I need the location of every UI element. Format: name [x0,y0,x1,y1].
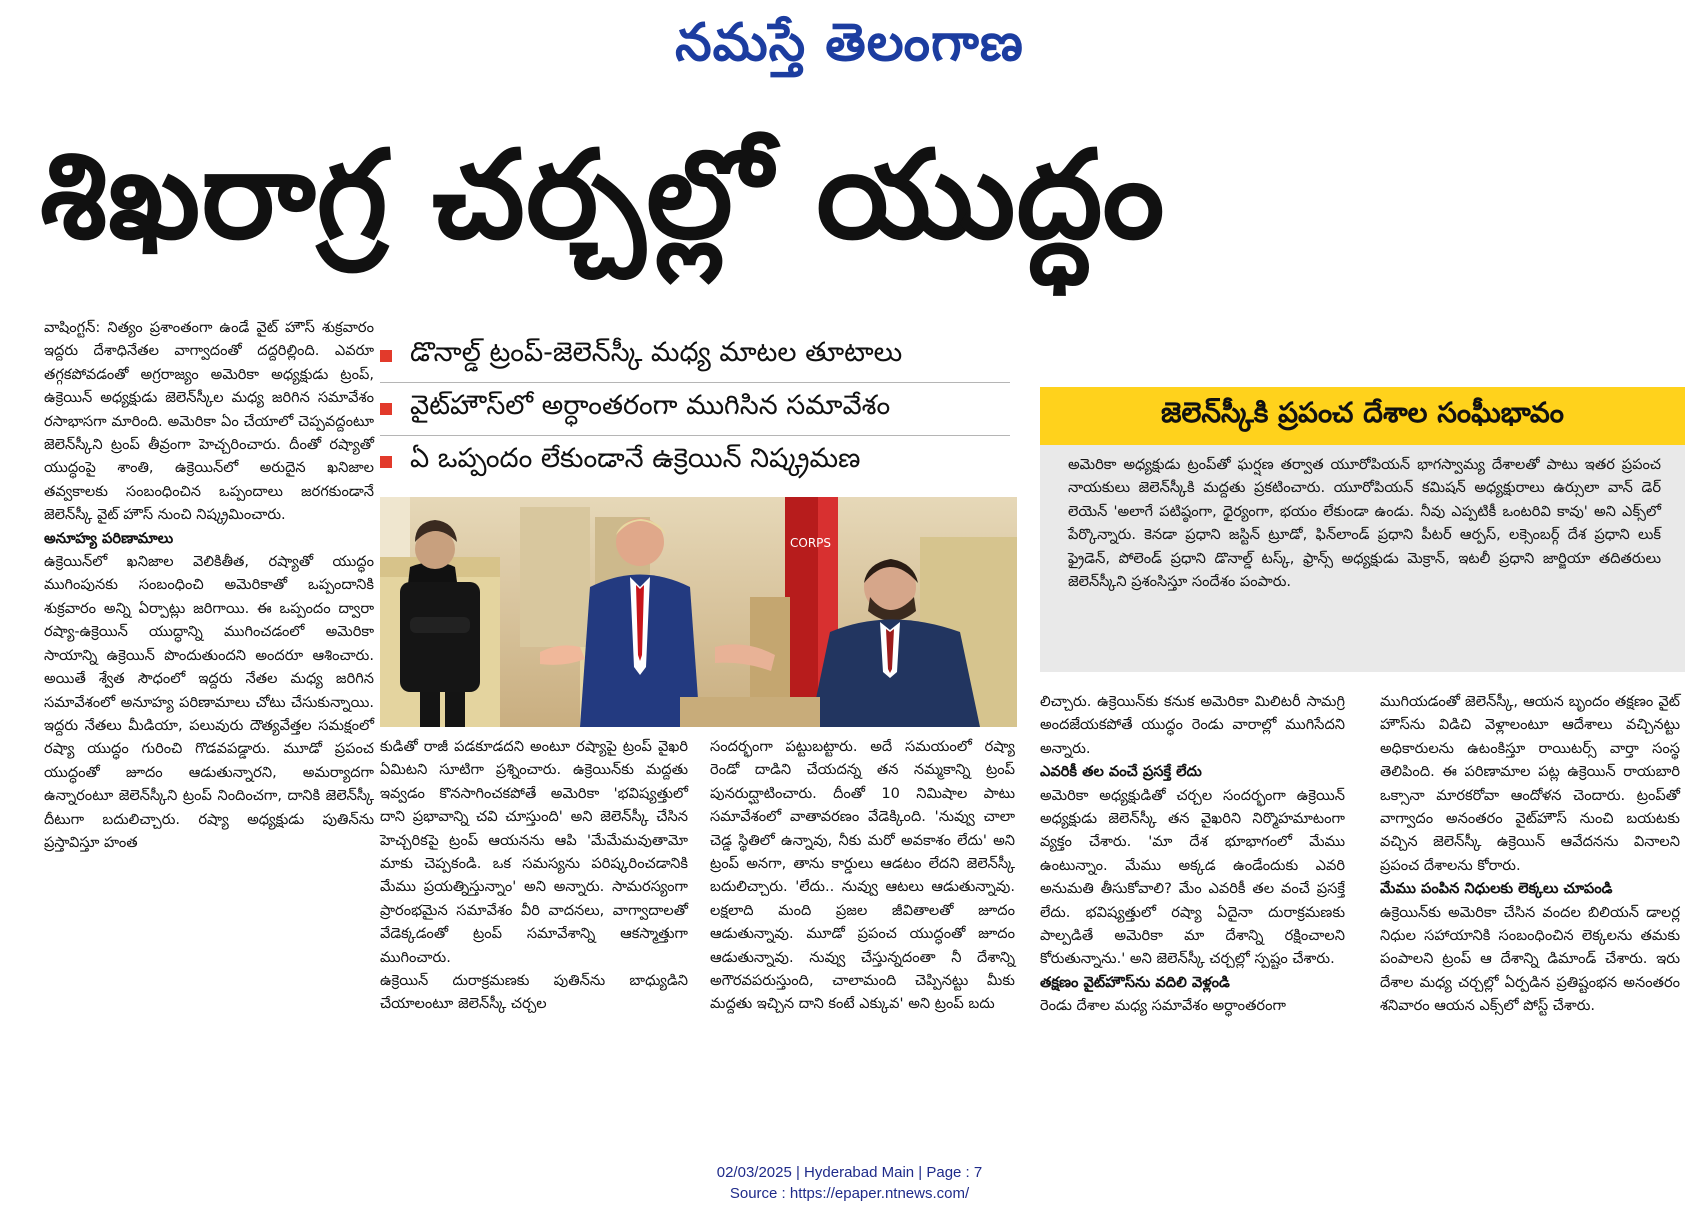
article-column-4 [1040,690,1345,1018]
article-intro: వాషింగ్టన్‌: నిత్యం ప్రశాంతంగా ఉండే వైట్‌ హౌస్‌ శుక్రవారం ఇద్దరు దేశాధినేతల వాగ్వాదంతో దద్దరిల్లింది. ఎవరూ తగ్గకపోవడంతో అగ్రరాజ్యం అమెరికా అధ్యక్షుడు ట్రంప్‌, ఉక్రెయిన్‌ అధ్యక్షుడు జెలెన్‌స్కీల మధ్య జరిగిన సమావేశం రసాభాసగా మారింది. అమెరికా ఏం చేయాలో చెప్పవద్దంటూ జెలెన్‌స్కీని ట్రంప్‌ తీవ్రంగా హెచ్చరించారు. దీంతో రష్యాతో యుద్ధంపై శాంతి, ఉక్రెయిన్‌లో అరుదైన ఖనిజాల తవ్వకాలకు సంబంధించిన ఒప్పందాలు జరగకుండానే జెలెన్‌స్కీ వైట్‌ హౌస్‌ నుంచి నిష్క్రమించారు. [44,319,374,524]
masthead-logo: నమస్తే తెలంగాణ [675,12,1024,73]
flag-text: CORPS [790,536,832,550]
article-paragraph: ఉక్రెయిన్‌కు అమెరికా చేసిన వందల బిలియన్‌ డాలర్ల నిధుల సహాయానికి సంబంధించిన లెక్కలను తమకు పంపాలని ట్రంప్‌ ఆ దేశాన్ని డిమాండ్‌ చేశారు. ఇరు దేశాల మధ్య చర్చల్లో ఏర్పడిన ప్రతిష్టంభన అనంతరం శనివారం ఆయన ఎక్స్‌లో పోస్ట్‌ చేశారు. [1380,903,1680,1015]
bullet-text: వైట్‌హౌస్‌లో అర్ధాంతరంగా ముగిసిన సమావేశం [410,390,891,421]
article-paragraph: ఉక్రెయిన్‌ దురాక్రమణకు పుతిన్‌ను బాధ్యుడిని చేయాలంటూ జెలెన్‌స్కీ చర్చల [380,972,688,1013]
bullet-item [380,330,1010,383]
news-photo [380,497,1017,727]
page-headline: శిఖరాగ్ర చర్చల్లో యుద్ధం [40,124,1166,266]
bullet-square-icon [380,350,392,362]
article-paragraph: కుడితో రాజీ పడకూడదని అంటూ రష్యాపై ట్రంప్‌ వైఖరి ఏమిటని సూటిగా ప్రశ్నించారు. ఉక్రెయిన్‌కు మద్దతు ఇవ్వడం కొనసాగించకపోతే అమెరికా 'భవిష్యత్తులో దాని ప్రభావాన్ని చవి చూస్తుంది' అని జెలెన్‌స్కీ చేసిన హెచ్చరికపై ట్రంప్‌ ఆయనను ఆపి 'మేమేమవుతామో మాకు చెప్పకండి. ఒక సమస్యను పరిష్కరించడానికి మేము ప్రయత్నిస్తున్నాం' అని అన్నారు. సామరస్యంగా ప్రారంభమైన సమావేశం వీరి వాదనలు, వాగ్వాదాలతో వేడెక్కడంతో ట్రంప్‌ సమావేశాన్ని ఆకస్మాత్తుగా ముగించారు. [380,738,688,966]
bullet-square-icon [380,403,392,415]
photo-illustration [380,497,1017,727]
source-link[interactable]: Source : https://epaper.ntnews.com/ [729,1185,970,1202]
edition-info: 02/03/2025 | Hyderabad Main | Page : 7 [716,1164,983,1181]
article-paragraph: ముగియడంతో జెలెన్‌స్కీ, ఆయన బృందం తక్షణం వైట్‌ హౌస్‌ను విడిచి వెళ్లాలంటూ ఆదేశాలు వచ్చినట్టు అధికారులను ఉటంకిస్తూ రాయిటర్స్‌ వార్తా సంస్థ తెలిపింది. ఈ పరిణామాల పట్ల ఉక్రెయిన్‌ రాయబారి ఒక్సానా మారకరోవా ఆందోళన చెందారు. ట్రంప్‌తో వాగ్వాదం అనంతరం వైట్‌హౌస్‌ నుంచి బయటకు వచ్చిన జెలెన్‌స్కీ ఉక్రెయిన్‌ ఆవేదనను వినాలని ప్రపంచ దేశాలను కోరారు. [1380,693,1680,874]
article-column-3 [710,735,1015,1016]
page-footer [0,1162,1699,1204]
subheading-leave-white-house: తక్షణం వైట్‌హౌస్‌ను వదిలి వెళ్లండి [1040,973,1230,991]
article-paragraph: రెండు దేశాల మధ్య సమావేశం అర్ధాంతరంగా [1040,997,1286,1015]
article-column-1 [44,316,374,854]
bullet-item [380,436,1010,488]
bullet-item [380,383,1010,436]
box-title: జెలెన్‌స్కీకి ప్రపంచ దేశాల సంఘీభావం [1040,387,1685,445]
article-column-5 [1380,690,1680,1018]
article-paragraph: సందర్భంగా పట్టుబట్టారు. అదే సమయంలో రష్యా రెండో దాడిని చేయదన్న తన నమ్మకాన్ని ట్రంప్‌ పునరుద్ఘాటించారు. దీంతో 10 నిమిషాల పాటు సమావేశంలో వాతావరణం వేడెక్కింది. 'నువ్వు చాలా చెడ్డ స్థితిలో ఉన్నావు, నీకు మరో అవకాశం లేదు' అని ట్రంప్‌ అనగా, తాను కార్డులు ఆడటం లేదని జెలెన్‌స్కీ బదులిచ్చారు. 'లేదు.. నువ్వు ఆటలు ఆడుతున్నావు. లక్షలాది మంది ప్రజల జీవితాలతో జూదం ఆడుతున్నావు. మూడో ప్రపంచ యుద్ధంతో జూదం ఆడుతున్నావు. నువ్వు చేస్తున్నదంతా నీ దేశాన్ని అగౌరవపరుస్తుంది, చాలామంది చెప్పినట్టు మీకు మద్దతు ఇచ్చిన దాని కంటే ఎక్కువ' అని ట్రంప్‌ బదు [710,738,1015,1013]
subheading-unexpected-developments: అనూహ్య పరిణామాలు [44,529,174,547]
article-paragraph: ఉక్రెయిన్‌లో ఖనిజాల వెలికితీత, రష్యాతో యుద్ధం ముగింపునకు సంబంధించి అమెరికాతో ఒప్పందానికి శుక్రవారం అన్ని ఏర్పాట్లు జరిగాయి. ఈ ఒప్పందం ద్వారా రష్యా-ఉక్రెయిన్‌ యుద్ధాన్ని ముగించడంలో అమెరికా సాయాన్ని ఉక్రెయిన్‌ పొందుతుందని అందరూ ఆశించారు. అయితే శ్వేత సౌధంలో ఇద్దరు నేతల మధ్య జరిగిన సమావేశంలో అనూహ్య పరిణామాలు చోటు చేసుకున్నాయి. ఇద్దరు నేతలు మీడియా, పలువురు దౌత్యవేత్తల సమక్షంలో రష్యా యుద్ధం గురించి గొడవపడ్డారు. మూడో ప్రపంచ యుద్ధంతో జూదం ఆడుతున్నారని, అమర్యాదగా ఉన్నారంటూ జెలెన్‌స్కీని ట్రంప్‌ నిందించగా, దానికి జెలెన్‌స్కీ దీటుగా బదులిచ్చారు. రష్యా అధ్యక్షుడు పుతిన్‌ను ప్రస్తావిస్తూ హంత [44,553,374,851]
bullet-text: డొనాల్డ్ ట్రంప్‌-జెలెన్‌స్కీ మధ్య మాటల తూటాలు [410,337,903,368]
highlight-bullets [380,330,1010,488]
box-paragraph: అమెరికా అధ్యక్షుడు ట్రంప్‌తో ఘర్షణ తర్వాత యూరోపియన్‌ భాగస్వామ్య దేశాలతో పాటు ఇతర ప్రపంచ నాయకులు జెలెన్‌స్కీకి మద్దతు ప్రకటించారు. యూరోపియన్‌ కమిషన్‌ అధ్యక్షురాలు ఉర్సులా వాన్‌ డెర్‌ లెయెన్‌ 'అలాగే పటిష్ఠంగా, ధైర్యంగా, భయం లేకుండా ఉండు. నీవు ఎప్పటికీ ఒంటరివి కావు' అని ఎక్స్‌లో పేర్కొన్నారు. కెనడా ప్రధాని జస్టిన్‌ ట్రూడో, ఫిన్‌లాండ్‌ ప్రధాని పీటర్‌ ఆర్పస్‌, లక్సెంబర్గ్‌ దేశ ప్రధాని లుక్‌ ఫ్రైడెన్‌, పోలెండ్‌ ప్రధాని డొనాల్డ్‌ టస్క్‌, ఫ్రాన్స్‌ అధ్యక్షుడు మెక్రాన్‌, ఇటలీ ప్రధాని జార్జియా తదితరులు జెలెన్‌స్కీని ప్రశంసిస్తూ సందేశం పంపారు. [1068,456,1661,591]
article-column-2 [380,735,688,1016]
bullet-square-icon [380,456,392,468]
bullet-text: ఏ ఒప్పందం లేకుండానే ఉక్రెయిన్‌ నిష్క్రమణ [410,443,861,474]
article-paragraph: లిచ్చారు. ఉక్రెయిన్‌కు కనుక అమెరికా మిలిటరీ సామగ్రి అందజేయకపోతే యుద్ధం రెండు వారాల్లో ముగిసేదని అన్నారు. [1040,693,1345,757]
subheading-show-accounts: మేము పంపిన నిధులకు లెక్కలు చూపండి [1380,880,1613,898]
box-body [1040,445,1685,593]
subheading-no-bowing: ఎవరికీ తల వంచే ప్రసక్తే లేదు [1040,763,1202,781]
article-paragraph: అమెరికా అధ్యక్షుడితో చర్చల సందర్భంగా ఉక్రెయిన్‌ అధ్యక్షుడు జెలెన్‌స్కీ తన వైఖరిని నిర్మొహమాటంగా వ్యక్తం చేశారు. 'మా దేశ భూభాగంలో మేము ఉంటున్నాం. మేము అక్కడ ఉండేందుకు ఎవరి అనుమతి తీసుకోవాలి? మేం ఎవరికీ తల వంచే ప్రసక్తే లేదు. భవిష్యత్తులో రష్యా ఏదైనా దురాక్రమణకు పాల్పడితే అమెరికా మా దేశాన్ని రక్షించాలని కోరుతున్నాను.' అని జెలెన్‌స్కీ చర్చల్లో స్పష్టం చేశారు. [1040,786,1345,968]
solidarity-box [1040,387,1685,672]
